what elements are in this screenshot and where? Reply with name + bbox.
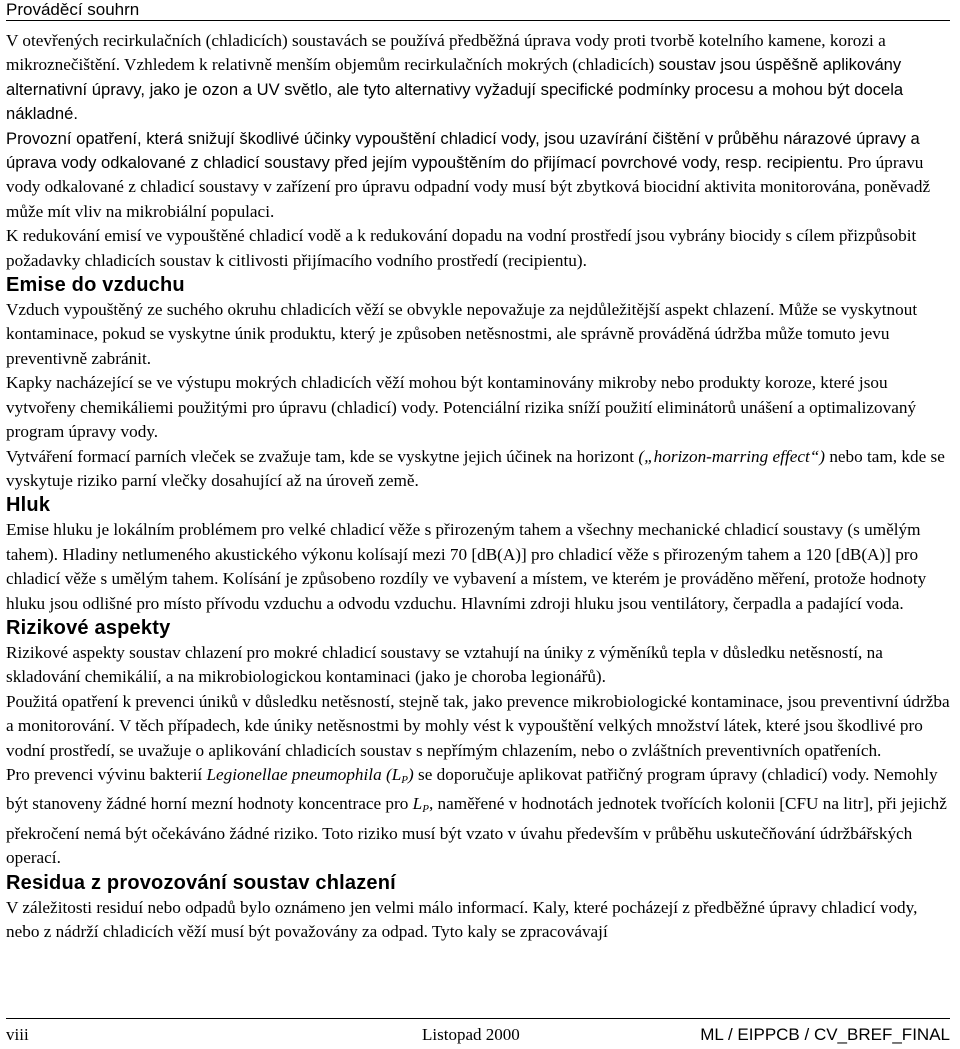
paragraph-text: , naměřené v hodnotách jednotek tvořících kolonii [CFU na litr], při jejichž překročení nemá být očekáváno žádné riziko. Toto riziko musí být vzato v úvahu především v průběhu uskutečňování údržbářských operací. xyxy=(6,794,947,868)
document-page xyxy=(6,0,950,944)
paragraph-risk-1: Rizikové aspekty soustav chlazení pro mokré chladicí soustavy se vztahují na úniky z výměníků tepla v důsledku netěsností, na skladování chemikálií, a na mikrobiologickou kontaminaci (jako je choroba legionářů). xyxy=(6,642,883,687)
paragraph-text: V otevřených recirkulačních (chladicích) soustavách se používá předběžná úprava vody proti tvorbě kotelního kamene, korozi a mikroznečištění. Vzhledem k relativně menším objemům recirkulačních mokrých (chladicích) xyxy=(6,31,886,75)
paragraph-air-3 xyxy=(6,445,950,494)
heading-air-emissions: Emise do vzduchu xyxy=(6,274,185,297)
paragraph-italic-term: Legionellae pneumophila xyxy=(206,764,382,784)
heading-noise: Hluk xyxy=(6,494,51,517)
paragraph-italic-term: L xyxy=(412,794,423,814)
footer-date: Listopad 2000 xyxy=(422,1025,520,1044)
heading-risk-aspects: Rizikové aspekty xyxy=(6,616,171,639)
heading-residues: Residua z provozování soustav chlazení xyxy=(6,871,396,894)
paragraph-biocides: K redukování emisí ve vypouštěné chladicí vodě a k redukování dopadu na vodní prostředí jsou vybrány biocidy s cílem přizpůsobit požadavky chladicích soustav k citlivosti přijímacího vodního prostředí (recipientu). xyxy=(6,226,917,270)
paragraph-text: Vytváření formací parních vleček se zvažuje tam, kde se vyskytne jejich účinek na horizont xyxy=(6,446,639,466)
paragraph-water-treatment xyxy=(6,29,950,127)
footer-page-number: viii xyxy=(6,1025,29,1044)
subscript: P xyxy=(422,803,429,816)
paragraph-residues: V záležitosti residuí nebo odpadů bylo oznámeno jen velmi málo informací. Kaly, které pocházejí z předběžné úpravy chladicí vody, nebo z nádrží chladicích věží musí být považovány za odpad. Tyto kaly se zpracovávají xyxy=(6,897,918,941)
footer-document-id: ML / EIPPCB / CV_BREF_FINAL xyxy=(700,1025,950,1044)
paragraph-text: nebo tam, kde se vyskytuje riziko parní vlečky dosahující až na úroveň země. xyxy=(6,446,945,490)
paragraph-noise: Emise hluku je lokálním problémem pro velké chladicí věže s přirozeným tahem a všechny mechanické chladicí soustavy (s umělým tahem). Hladiny netlumeného akustického výkonu kolísají mezi 70 [dB(A)] pro chladicí věže s přirozeným tahem a 120 [dB(A)] pro chladicí věže s umělým tahem. Kolísání je způsobeno rozdíly ve vybavení a místem, ve kterém je prováděno měření, protože hodnoty hluku jsou odlišné pro místo přívodu vzduchu a odvodu vzduchu. Hlavními zdroji hluku jsou ventilátory, čerpadla a padající voda. xyxy=(6,520,927,613)
paragraph-air-2: Kapky nacházející se ve výstupu mokrých chladicích věží mohou být kontaminovány mikroby nebo produkty koroze, které jsou vytvořeny chemikáliemi použitými pro úpravu (chladicí) vody. Potenciální rizika sníží použití eliminátorů unášení a optimalizovaný program úpravy vody. xyxy=(6,373,917,442)
paragraph-text: Pro úpravu vody odkalované z chladicí soustavy v zařízení pro úpravu odpadní vody musí být zbytková biocidní aktivita monitorována, poněvadž může mít vliv na mikrobiální populaci. xyxy=(6,153,931,221)
paragraph-air-1: Vzduch vypouštěný ze suchého okruhu chladicích věží se obvykle nepovažuje za nejdůležitější aspekt chlazení. Může se vyskytnout kontaminace, pokud se vyskytne únik produktu, který je způsoben netěsnostmi, ale správně prováděná údržba může tomuto jevu preventivně zabránit. xyxy=(6,300,918,368)
running-header-title: Prováděcí souhrn xyxy=(6,0,950,21)
paragraph-text: se doporučuje aplikovat patřičný program úpravy (chladicí) vody. Nemohly být stanoveny žádné horní mezní hodnoty koncentrace pro xyxy=(6,764,938,814)
paragraph-text: ) xyxy=(408,764,414,784)
page-footer xyxy=(6,1018,950,1044)
paragraph-risk-3 xyxy=(6,763,950,871)
paragraph-operational-measures xyxy=(6,127,950,225)
paragraph-risk-2: Použitá opatření k prevenci úniků v důsledku netěsností, stejně tak, jako prevence mikrobiologické kontaminace, jsou preventivní údržba a monitorování. V těch případech, kde úniky netěsnostmi by mohly vést k vypouštění velkých množství látek, které jsou škodlivé pro vodní prostředí, se uvažuje o aplikování chladicích soustav s nepřímým chlazením, nebo o zvláštních preventivních opatřeních. xyxy=(6,691,950,760)
subscript: P xyxy=(401,773,408,786)
paragraph-italic-term: („horizon-marring effect“) xyxy=(638,446,826,466)
paragraph-text: soustav jsou úspěšně aplikovány alternativní úpravy, jako je ozon a UV světlo, ale tyto alternativy vyžadují specifické podmínky procesu a mohou být docela nákladné. xyxy=(6,55,904,124)
paragraph-text: (L xyxy=(381,764,402,784)
paragraph-text: Provozní opatření, která snižují škodlivé účinky vypouštění chladicí vody, jsou uzavírání čištění v průběhu nárazové úpravy a úprava vody odkalované z chladicí soustavy před jejím vypouštěním do přijímací povrchové vody, resp. recipientu. xyxy=(6,128,920,173)
paragraph-text: Pro prevenci vývinu bakterií xyxy=(6,764,207,784)
